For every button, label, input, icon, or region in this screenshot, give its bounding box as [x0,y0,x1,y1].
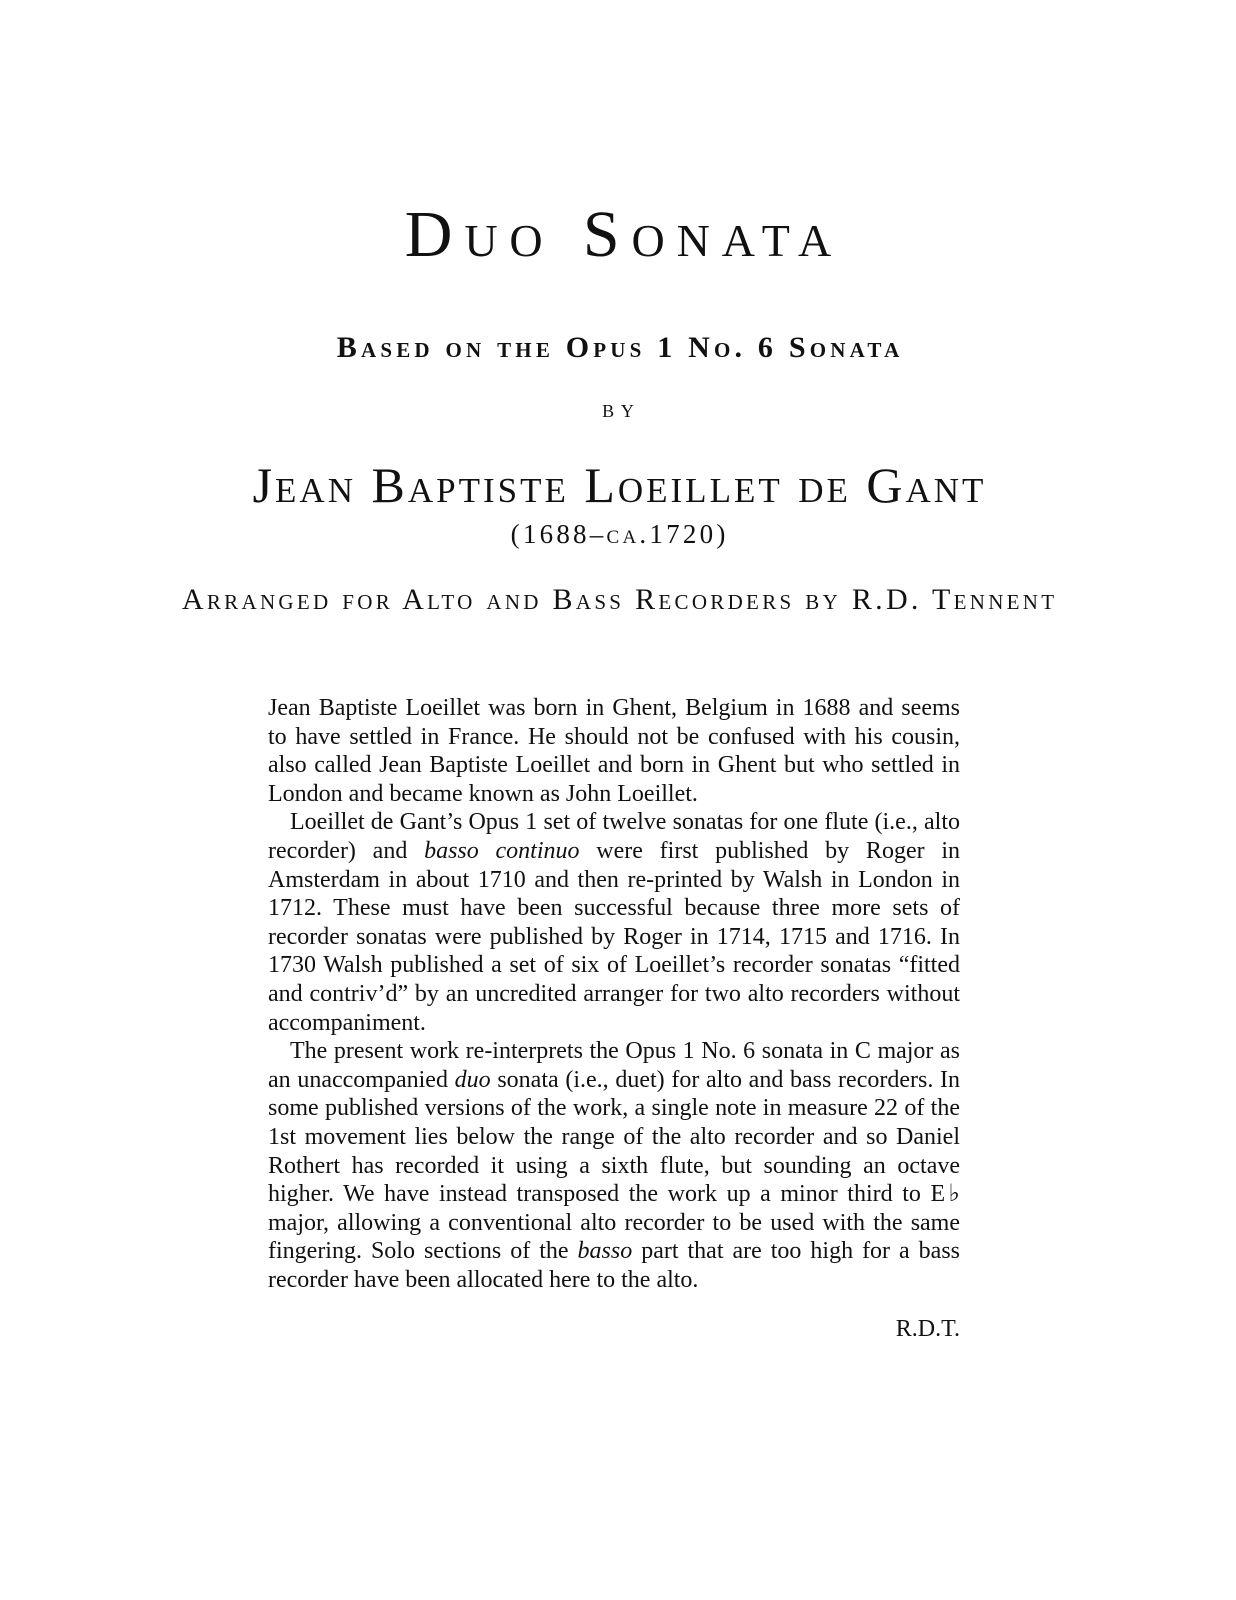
text-run: Loeillet de Gant’s Opus 1 set of twelve sonatas for one flute (i.e., alto recorder) and [268,809,960,864]
signature-initials: R.D.T. [895,1316,960,1342]
paragraph [268,694,960,808]
italic-run: duo [454,1066,491,1093]
text-run: sonata (i.e., duet) for alto and bass recorders. In some published versions of the work, a single note in measure 22 of the 1st movement lies below the range of the alto recorder and so Daniel Rothert has recorded it using a sixth flute, but sounding an octave higher. We have instead transposed the work up a minor third to E♭ major, allowing a conventional alto recorder to be used with the same fingering. Solo sections of the [268,1066,961,1265]
page-title: Duo Sonata [404,198,844,271]
text-run: were first published by Roger in Amsterdam in about 1710 and then re-printed by Walsh in London in 1712. These must have been successful because three more sets of recorder sonatas were published by Roger in 1714, 1715 and 1716. In 1730 Walsh published a set of six of Loeillet’s recorder sonatas “fitted and contriv’d” by an uncredited arranger for two alto recorders without accompaniment. [268,837,961,1036]
text-run: part that are too high for a bass recorder have been allocated here to the alto. [268,1238,961,1293]
intro-paragraphs [268,694,960,1294]
composer-dates: (1688–ca.1720) [510,519,729,549]
italic-run: basso continuo [424,837,580,864]
arrangement-credit: Arranged for Alto and Bass Recorders by R.D. Tennent [181,583,1058,616]
paragraph [268,808,960,1037]
byline: by [602,394,641,423]
composer-name: Jean Baptiste Loeillet de Gant [252,457,987,513]
page-subtitle: Based on the Opus 1 No. 6 Sonata [336,331,904,364]
paragraph [268,1037,960,1294]
italic-run: basso [577,1238,633,1265]
text-run: The present work re-interprets the Opus 1 No. 6 sonata in C major as an unaccompanied [268,1038,960,1093]
text-run: Jean Baptiste Loeillet was born in Ghent, Belgium in 1688 and seems to have settled in France. He should not be confused with his cousin, also called Jean Baptiste Loeillet and born in Ghent but who settled in London and became known as John Loeillet. [268,695,960,807]
